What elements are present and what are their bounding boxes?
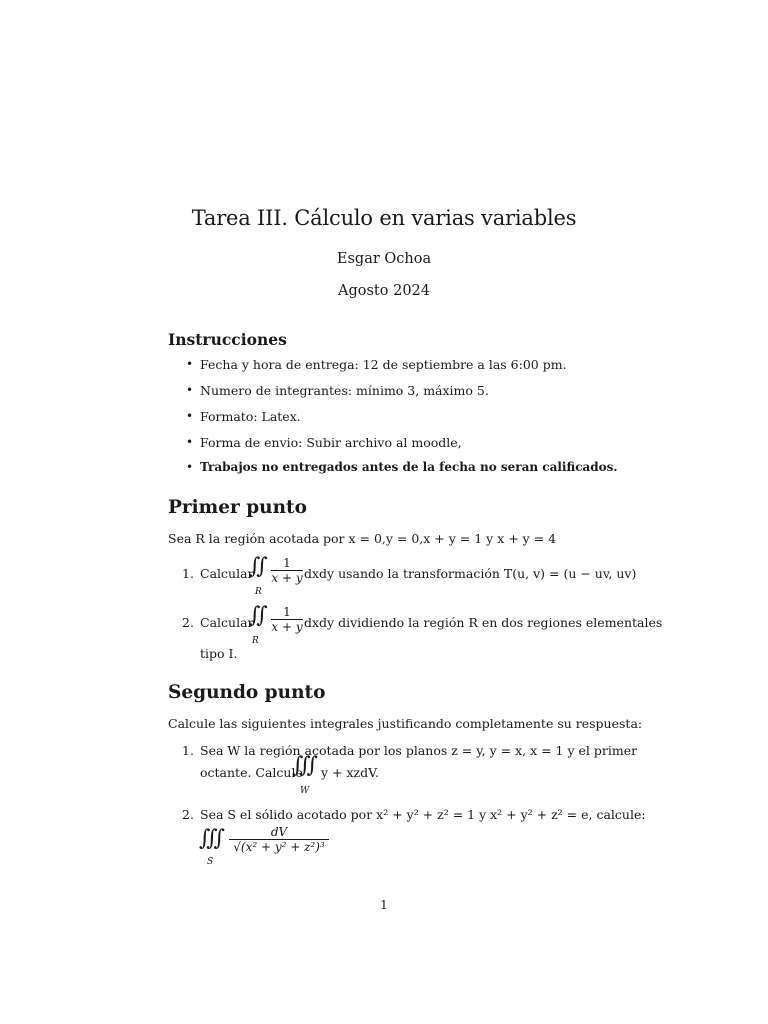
item-text: dxdy usando la transformación T(u, v) = (u − uv, uv)	[304, 566, 637, 581]
triple-integral-icon: ∭	[199, 826, 226, 851]
item-text: Calcular	[200, 615, 254, 630]
fraction	[229, 825, 329, 854]
item-text: Sea S el sólido acotado por x² + y² + z² = 1 y x² + y² + z² = e, calcule:	[200, 807, 646, 822]
fraction-denominator: x + y	[271, 620, 303, 634]
instruction-item: Numero de integrantes: mínimo 3, máximo 5.	[200, 383, 489, 398]
item-text: Calcular	[200, 566, 254, 581]
integral-region: W	[300, 786, 310, 796]
item-number: 1.	[182, 743, 194, 758]
fraction	[271, 605, 303, 634]
instruction-item: Formato: Latex.	[200, 409, 301, 424]
integral-region: R	[252, 636, 259, 646]
bullet-icon: •	[186, 357, 194, 371]
fraction-numerator: 1	[271, 605, 303, 620]
item-number: 1.	[182, 566, 194, 581]
integral-region: R	[255, 587, 262, 597]
item-number: 2.	[182, 615, 194, 630]
triple-integral-icon: ∭	[292, 753, 319, 778]
item-number: 2.	[182, 807, 194, 822]
section-heading-primer: Primer punto	[168, 497, 307, 518]
instructions-heading: Instrucciones	[168, 330, 287, 349]
fraction-numerator: 1	[271, 556, 303, 571]
double-integral-icon: ∬	[249, 554, 268, 579]
integrand: y + xzdV.	[321, 765, 379, 780]
item-text: dxdy dividiendo la región R en dos regiones elementales	[304, 615, 663, 630]
fraction-denominator: √(x² + y² + z²)³	[233, 840, 325, 854]
item-text: octante. Calcule	[200, 765, 303, 780]
fraction-numerator: dV	[229, 825, 329, 840]
document-author: Esgar Ochoa	[336, 251, 432, 267]
integral-region: S	[207, 857, 214, 867]
fraction	[271, 556, 303, 585]
bullet-icon: •	[186, 409, 194, 423]
page-number: 1	[380, 898, 388, 912]
document-title: Tarea III. Cálculo en varias variables	[191, 206, 577, 230]
bullet-icon: •	[186, 435, 194, 449]
instruction-item: Forma de envio: Subir archivo al moodle,	[200, 435, 462, 450]
instruction-item-warning: Trabajos no entregados antes de la fecha no seran calificados.	[200, 460, 618, 474]
document-date: Agosto 2024	[338, 283, 430, 299]
segundo-intro: Calcule las siguientes integrales justificando completamente su respuesta:	[168, 716, 643, 731]
double-integral-icon: ∬	[249, 603, 268, 628]
fraction-denominator: x + y	[271, 571, 303, 585]
primer-intro: Sea R la región acotada por x = 0,y = 0,x + y = 1 y x + y = 4	[168, 531, 557, 546]
section-heading-segundo: Segundo punto	[168, 682, 326, 703]
bullet-icon: •	[186, 460, 194, 474]
item-text: Sea W la región acotada por los planos z = y, y = x, x = 1 y el primer	[200, 743, 638, 758]
instruction-item: Fecha y hora de entrega: 12 de septiembre a las 6:00 pm.	[200, 357, 567, 372]
bullet-icon: •	[186, 383, 194, 397]
item-text-continued: tipo I.	[200, 646, 238, 661]
